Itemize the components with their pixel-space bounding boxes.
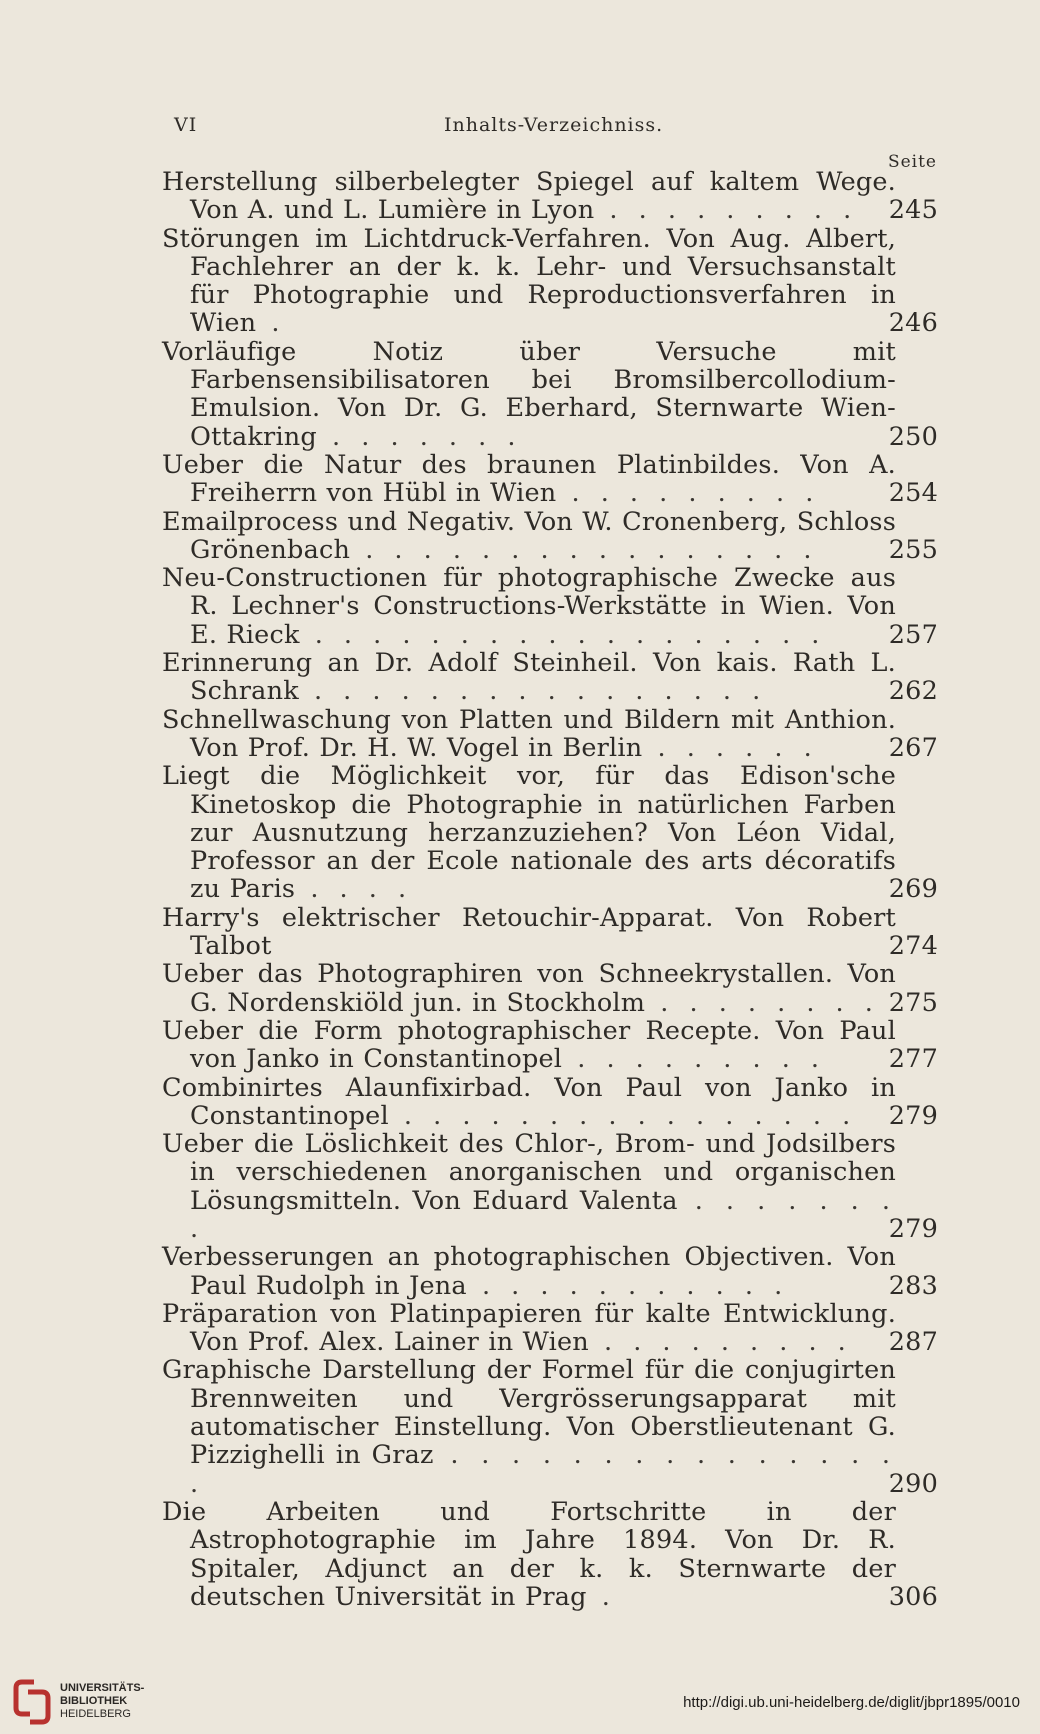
- toc-entry: [162, 960, 938, 1017]
- toc-entry-page: 283: [888, 1270, 938, 1301]
- toc-entry-text: Herstellung silberbelegter Spiegel auf kaltem Wege. Von A. und L. Lumière in Lyon . . . . . . . . .: [162, 167, 896, 226]
- toc-entry-page: 277: [888, 1044, 938, 1075]
- toc-entry: [162, 451, 938, 508]
- toc-entry-text: Neu-Constructionen für photographische Zwecke aus R. Lechner's Constructions-Werkstätte in Wien. Von E. Rieck . . . . . . . . . . . . . . . . . .: [162, 563, 896, 650]
- page-column-label: Seite: [887, 152, 937, 172]
- toc-entry-text: Ueber das Photographiren von Schneekrystallen. Von G. Nordenskiöld jun. in Stockholm . . . . . . . .: [162, 959, 896, 1018]
- toc-entry-page: 279: [888, 1213, 938, 1244]
- toc-entry-page: 290: [888, 1468, 938, 1499]
- toc-entry: [162, 225, 938, 338]
- toc-entry-text: Graphische Darstellung der Formel für die conjugirten Brennweiten und Vergrösserungsapparat mit automatischer Einstellung. Von Oberstlieutenant G. Pizzighelli in Graz . . . . . . . . . . . . . . . .: [162, 1355, 896, 1499]
- toc-entry: [162, 706, 938, 763]
- footer: [0, 1660, 1040, 1734]
- table-of-contents: [162, 168, 938, 1611]
- toc-entry: [162, 1356, 938, 1497]
- toc-entry: [162, 1074, 938, 1131]
- toc-entry-text: Verbesserungen an photographischen Objectiven. Von Paul Rudolph in Jena . . . . . . . . . . .: [162, 1242, 896, 1301]
- toc-entry-text: Die Arbeiten und Fortschritte in der Astrophotographie im Jahre 1894. Von Dr. R. Spitaler, Adjunct an der k. k. Sternwarte der deutschen Universität in Prag .: [162, 1496, 896, 1612]
- toc-entry-text: Störungen im Lichtdruck-Verfahren. Von Aug. Albert, Fachlehrer an der k. k. Lehr- und Versuchsanstalt für Photographie und Reproductionsverfahren in Wien .: [162, 223, 896, 339]
- toc-entry-text: Erinnerung an Dr. Adolf Steinheil. Von kais. Rath L. Schrank . . . . . . . . . . . . . . . .: [162, 648, 896, 707]
- toc-entry-text: Liegt die Möglichkeit vor, für das Edison'sche Kinetoskop die Photographie in natürlichen Farben zur Ausnutzung herzanzuziehen? Von Léon Vidal, Professor an der Ecole nationale des arts décoratifs zu Paris . . . .: [162, 761, 896, 905]
- library-logo-icon: [12, 1678, 52, 1726]
- toc-entry-page: 255: [888, 534, 938, 565]
- toc-entry: [162, 1130, 938, 1243]
- running-header: [174, 114, 935, 140]
- toc-entry-text: Emailprocess und Negativ. Von W. Cronenberg, Schloss Grönenbach . . . . . . . . . . . . . . . .: [162, 506, 896, 565]
- toc-entry-page: 274: [888, 931, 938, 962]
- toc-entry-page: 275: [888, 987, 938, 1018]
- page-number-roman: VI: [174, 114, 198, 136]
- toc-entry: [162, 1300, 938, 1357]
- running-title: Inhalts-Verzeichniss.: [444, 114, 664, 136]
- toc-entry-page: 269: [888, 874, 938, 905]
- toc-entry-text: Vorläufige Notiz über Versuche mit Farbensensibilisatoren bei Bromsilbercollodium-Emulsion. Von Dr. G. Eberhard, Sternwarte Wien-Ottakring . . . . . . .: [162, 336, 896, 452]
- toc-entry-page: 257: [888, 619, 938, 650]
- toc-entry: [162, 762, 938, 903]
- toc-entry-page: 306: [888, 1581, 938, 1612]
- source-url[interactable]: http://digi.ub.uni-heidelberg.de/diglit/jbpr1895/0010: [683, 1694, 1020, 1711]
- toc-entry: [162, 1017, 938, 1074]
- library-name: UNIVERSITÄTS- BIBLIOTHEK HEIDELBERG: [60, 1682, 145, 1720]
- toc-entry-page: 287: [888, 1327, 938, 1358]
- toc-entry-page: 267: [888, 732, 938, 763]
- toc-entry: [162, 1498, 938, 1611]
- toc-entry: [162, 564, 938, 649]
- toc-entry-page: 262: [888, 676, 938, 707]
- toc-entry-page: 250: [888, 421, 938, 452]
- toc-entry-page: 254: [888, 478, 938, 509]
- toc-entry-text: Ueber die Natur des braunen Platinbildes. Von A. Freiherrn von Hübl in Wien . . . . . . . . .: [162, 449, 896, 509]
- toc-entry: [162, 1243, 938, 1300]
- toc-entry-text: Präparation von Platinpapieren für kalte Entwicklung. Von Prof. Alex. Lainer in Wien . . . . . . . . .: [162, 1298, 896, 1358]
- toc-entry: [162, 168, 938, 225]
- toc-entry-text: Harry's elektrischer Retouchir-Apparat. Von Robert Talbot: [162, 902, 896, 962]
- toc-entry-text: Ueber die Löslichkeit des Chlor-, Brom- und Jodsilbers in verschiedenen anorganischen und organischen Lösungsmitteln. Von Eduard Valenta . . . . . . . .: [162, 1129, 896, 1244]
- toc-entry-page: 245: [888, 195, 938, 226]
- toc-entry-text: Schnellwaschung von Platten und Bildern mit Anthion. Von Prof. Dr. H. W. Vogel in Berlin . . . . . .: [162, 704, 896, 763]
- toc-entry-text: Ueber die Form photographischer Recepte. Von Paul von Janko in Constantinopel . . . . . . . . .: [162, 1015, 896, 1075]
- toc-entry: [162, 338, 938, 451]
- toc-entry-text: Combinirtes Alaunfixirbad. Von Paul von Janko in Constantinopel . . . . . . . . . . . . . . . .: [162, 1072, 896, 1131]
- toc-entry: [162, 904, 938, 961]
- toc-entry: [162, 508, 938, 565]
- toc-entry: [162, 649, 938, 706]
- toc-entry-page: 279: [888, 1100, 938, 1131]
- toc-entry-page: 246: [888, 308, 938, 339]
